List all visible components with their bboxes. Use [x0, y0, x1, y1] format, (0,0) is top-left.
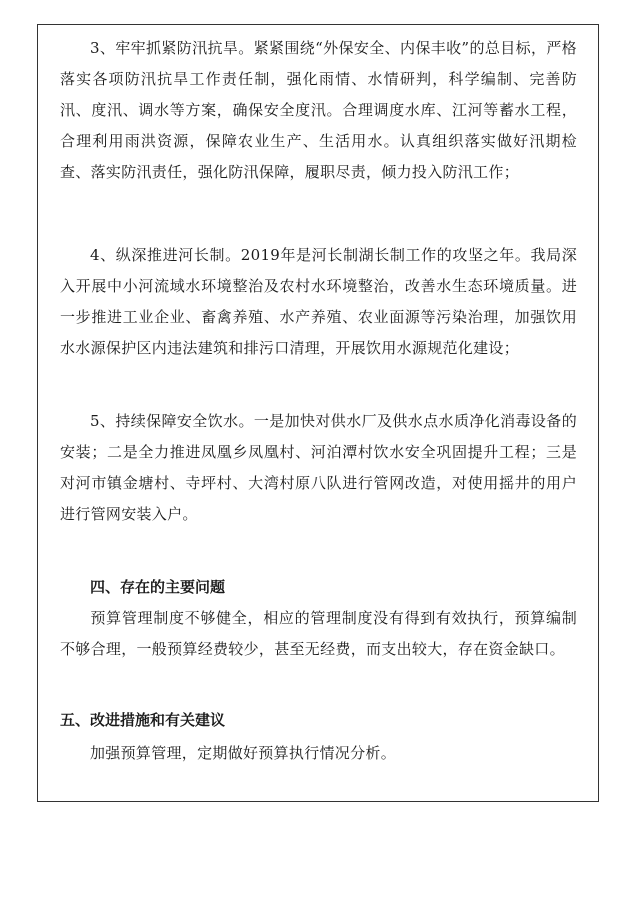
- paragraph-suggestions: [37, 738, 599, 769]
- paragraph-text: 加强预算管理，定期做好预算执行情况分析。: [90, 744, 397, 762]
- heading-main-problems: 四、存在的主要问题: [90, 578, 226, 596]
- paragraph-problems: [37, 603, 599, 665]
- paragraph-text: 3、牢牢抓紧防汛抗旱。紧紧围绕“外保安全、内保丰收”的总目标，严格落实各项防汛抗旱工作责任制，强化雨情、水情研判，科学编制、完善防汛、度汛、调水等方案，确保安全度汛。合理调度水库、江河等蓄水工程，合理利用雨洪资源，保障农业生产、生活用水。认真组织落实做好汛期检查、落实防汛责任，强化防汛保障，履职尽责，倾力投入防汛工作；: [60, 39, 577, 181]
- paragraph-text: 预算管理制度不够健全，相应的管理制度没有得到有效执行，预算编制不够合理，一般预算经费较少，甚至无经费，而支出较大，存在资金缺口。: [60, 609, 577, 658]
- paragraph-text: 5、持续保障安全饮水。一是加快对供水厂及供水点水质净化消毒设备的安装；二是全力推进凤凰乡凤凰村、河泊潭村饮水安全巩固提升工程；三是对河市镇金塘村、寺坪村、大湾村原八队进行管网改造，对使用摇井的用户进行管网安装入户。: [60, 412, 577, 523]
- paragraph-drinking-water: [37, 406, 599, 530]
- heading-improvement-suggestions: 五、改进措施和有关建议: [60, 711, 226, 729]
- paragraph-river-chief: [37, 240, 599, 364]
- paragraph-text: 4、纵深推进河长制。2019年是河长制湖长制工作的攻坚之年。我局深入开展中小河流域水环境整治及农村水环境整治，改善水生态环境质量。进一步推进工业企业、畜禽养殖、水产养殖、农业面源等污染治理，加强饮用水水源保护区内违法建筑和排污口清理，开展饮用水源规范化建设；: [60, 246, 577, 357]
- paragraph-flood-control: [37, 33, 599, 188]
